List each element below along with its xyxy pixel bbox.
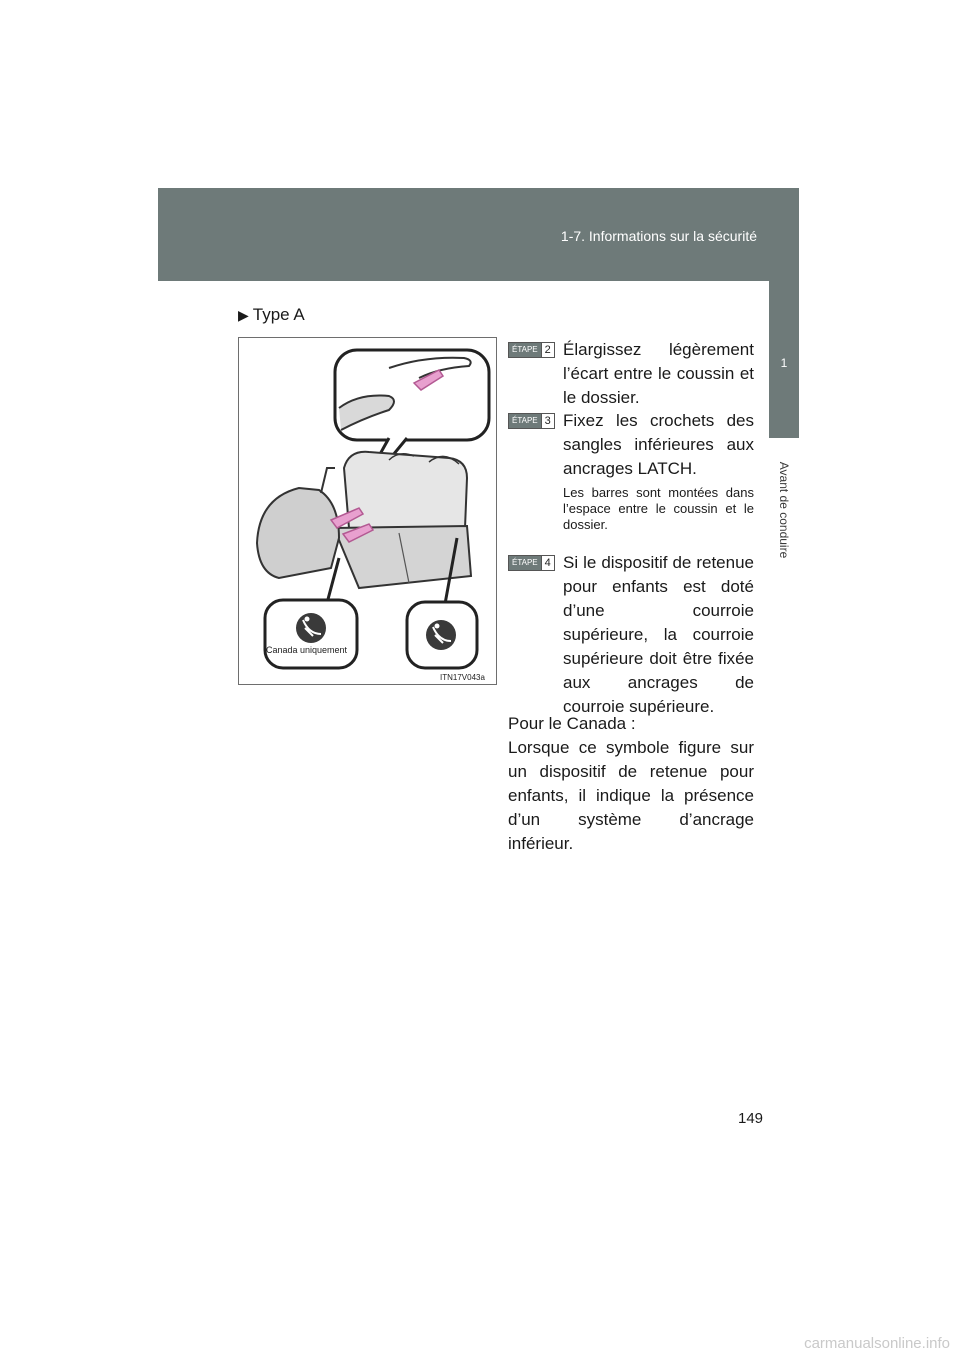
step-badge-number: 4: [541, 556, 554, 570]
child-seat-anchor-icon: [426, 620, 456, 650]
step-4: [508, 551, 754, 719]
step-text: Si le dispositif de retenue pour enfants est doté d’une courroie supérieure, la courroie supérieure doit être fixée aux ancrages de courroie supérieure.: [563, 553, 754, 716]
step-badge: [508, 555, 555, 571]
seat-back: [344, 452, 467, 528]
chapter-label: Avant de conduire: [777, 461, 791, 559]
watermark: carmanualsonline.info: [804, 1335, 950, 1352]
chapter-number: 1: [780, 356, 788, 370]
canada-heading: Pour le Canada :: [508, 714, 636, 733]
step-badge-label: ÉTAPE: [509, 556, 541, 570]
step-badge-number: 2: [541, 343, 554, 357]
step-badge: [508, 342, 555, 358]
type-heading: [238, 305, 305, 325]
chapter-label-container: [769, 445, 799, 575]
page-number: 149: [738, 1110, 764, 1127]
step-text: Fixez les crochets des sangles inférieures aux ancrages LATCH.: [563, 411, 754, 478]
step-badge: [508, 413, 555, 429]
step-badge-label: ÉTAPE: [509, 343, 541, 357]
step-3: [508, 409, 754, 481]
seat-illustration: [239, 338, 496, 684]
type-heading-text: Type A: [252, 305, 305, 324]
canada-paragraph: Lorsque ce symbole figure sur un dispositif de retenue pour enfants, il indique la présence d’un système d’ancrage inférieur.: [508, 738, 754, 853]
figure-code: ITN17V043a: [440, 673, 485, 682]
step-badge-label: ÉTAPE: [509, 414, 541, 428]
child-seat-anchor-icon: [296, 613, 326, 643]
child-seat: [257, 488, 339, 578]
step-2: [508, 338, 754, 410]
note-text: Les barres sont montées dans l’espace entre le coussin et le dossier.: [563, 485, 754, 532]
seat-illustration-frame: [238, 337, 497, 685]
chapter-tab: [769, 281, 799, 438]
header-band: [158, 188, 799, 281]
section-title: 1-7. Informations sur la sécurité: [560, 228, 757, 244]
canada-only-caption: Canada uniquement: [266, 645, 348, 655]
triangle-marker-icon: ▶: [238, 307, 249, 323]
step-text: Élargissez légèrement l’écart entre le coussin et le dossier.: [563, 340, 754, 407]
step-badge-number: 3: [541, 414, 554, 428]
